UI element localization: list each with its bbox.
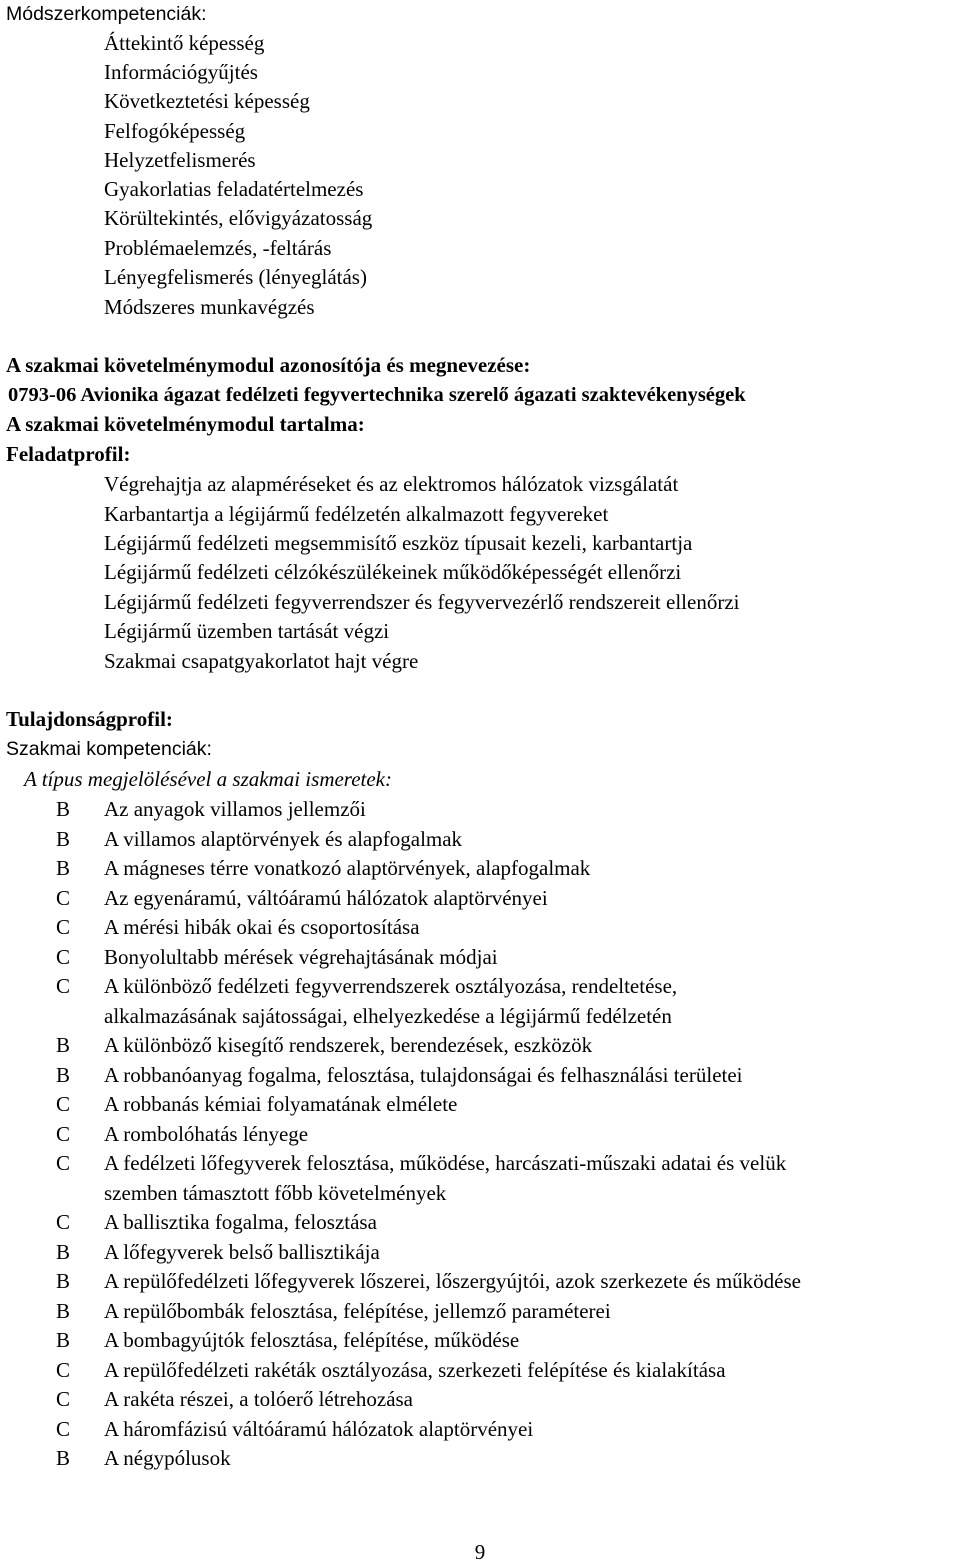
knowledge-text: Az egyenáramú, váltóáramú hálózatok alaptörvényei [104,886,548,910]
knowledge-level: B [56,1446,71,1470]
knowledge-item [0,943,960,972]
knowledge-level: B [56,1033,71,1057]
professional-competencies-subtitle: Szakmai kompetenciák: [6,738,212,760]
method-competencies-title: Módszerkompetenciák: [6,3,207,25]
task-profile-title: Feladatprofil: [6,442,131,466]
knowledge-item [0,1031,960,1060]
knowledge-item [0,1297,960,1326]
knowledge-item [0,913,960,942]
knowledge-level: B [56,797,71,821]
property-profile-title: Tulajdonságprofil: [6,707,173,731]
knowledge-text: A háromfázisú váltóáramú hálózatok alaptörvényei [104,1417,534,1441]
knowledge-item [0,1385,960,1414]
knowledge-item [0,795,960,824]
knowledge-level: B [56,856,71,880]
knowledge-item [0,1326,960,1355]
knowledge-item [0,884,960,913]
knowledge-level: C [56,945,71,969]
task-item: Karbantartja a légijármű fedélzetén alkalmazott fegyvereket [104,502,609,526]
knowledge-item [0,1208,960,1237]
task-item: Végrehajtja az alapméréseket és az elektromos hálózatok vizsgálatát [104,472,679,496]
knowledge-level: C [56,1122,71,1146]
knowledge-item [0,972,960,1001]
knowledge-level: B [56,1269,71,1293]
knowledge-level: C [56,1151,71,1175]
task-item: Légijármű üzemben tartását végzi [104,619,390,643]
method-item: Problémaelemzés, -feltárás [104,236,332,260]
knowledge-level: B [56,827,71,851]
knowledge-level: C [56,1358,71,1382]
knowledge-text-continued: szemben támasztott főbb követelmények [104,1181,447,1205]
knowledge-item [0,1356,960,1385]
knowledge-item [0,1267,960,1296]
knowledge-text: A repülőbombák felosztása, felépítése, jellemző paraméterei [104,1299,611,1323]
knowledge-item [0,1444,960,1473]
knowledge-text: A robbanóanyag fogalma, felosztása, tulajdonságai és felhasználási területei [104,1063,743,1087]
knowledge-text: A robbanás kémiai folyamatának elmélete [104,1092,458,1116]
knowledge-level: B [56,1299,71,1323]
method-item: Áttekintő képesség [104,31,265,55]
knowledge-text: A fedélzeti lőfegyverek felosztása, működése, harcászati-műszaki adatai és velük [104,1151,787,1175]
knowledge-level: B [56,1328,71,1352]
knowledge-text-continued: alkalmazásának sajátosságai, elhelyezkedése a légijármű fedélzetén [104,1004,672,1028]
knowledge-text: A bombagyújtók felosztása, felépítése, működése [104,1328,520,1352]
knowledge-text: A rombolóhatás lényege [104,1122,309,1146]
knowledge-text: A négypólusok [104,1446,231,1470]
knowledge-text: A mérési hibák okai és csoportosítása [104,915,420,939]
knowledge-level: B [56,1063,71,1087]
task-item: Légijármű fedélzeti célzókészülékeinek működőképességét ellenőrzi [104,560,682,584]
knowledge-level: C [56,1092,71,1116]
module-content-heading: A szakmai követelménymodul tartalma: [6,412,365,436]
method-item: Helyzetfelismerés [104,148,256,172]
knowledge-level: B [56,1240,71,1264]
task-item: Légijármű fedélzeti megsemmisítő eszköz típusait kezeli, karbantartja [104,531,693,555]
knowledge-level: C [56,1210,71,1234]
knowledge-heading: A típus megjelölésével a szakmai ismeretek: [24,767,392,791]
knowledge-text: A repülőfedélzeti rakéták osztályozása, szerkezeti felépítése és kialakítása [104,1358,726,1382]
knowledge-text: A lőfegyverek belső ballisztikája [104,1240,380,1264]
method-item: Felfogóképesség [104,119,246,143]
knowledge-text: A villamos alaptörvények és alapfogalmak [104,827,463,851]
knowledge-level: C [56,915,71,939]
method-item: Lényegfelismerés (lényeglátás) [104,265,367,289]
knowledge-text: A repülőfedélzeti lőfegyverek lőszerei, lőszergyújtói, azok szerkezete és működése [104,1269,801,1293]
knowledge-text: A mágneses térre vonatkozó alaptörvények, alapfogalmak [104,856,591,880]
knowledge-item [0,1149,960,1178]
module-id-heading: A szakmai követelménymodul azonosítója és megnevezése: [6,353,531,377]
knowledge-item [0,854,960,883]
knowledge-item [0,1238,960,1267]
method-item: Információgyűjtés [104,60,258,84]
knowledge-level: C [56,1387,71,1411]
task-item: Légijármű fedélzeti fegyverrendszer és fegyvervezérlő rendszereit ellenőrzi [104,590,740,614]
knowledge-text: A különböző kisegítő rendszerek, berendezések, eszközök [104,1033,593,1057]
knowledge-item [0,1120,960,1149]
module-id-value: 0793-06 Avionika ágazat fedélzeti fegyvertechnika szerelő ágazati szaktevékenységek [8,384,746,406]
knowledge-level: C [56,974,71,998]
task-item: Szakmai csapatgyakorlatot hajt végre [104,649,419,673]
knowledge-text: A rakéta részei, a tolóerő létrehozása [104,1387,414,1411]
knowledge-item [0,1090,960,1119]
knowledge-text: Bonyolultabb mérések végrehajtásának módjai [104,945,498,969]
knowledge-item [0,1061,960,1090]
page-number: 9 [474,1540,486,1564]
method-item: Gyakorlatias feladatértelmezés [104,177,364,201]
knowledge-level: C [56,886,71,910]
knowledge-item [0,1415,960,1444]
knowledge-text: Az anyagok villamos jellemzői [104,797,366,821]
knowledge-level: C [56,1417,71,1441]
method-item: Módszeres munkavégzés [104,295,315,319]
knowledge-text: A különböző fedélzeti fegyverrendszerek osztályozása, rendeltetése, [104,974,678,998]
method-item: Körültekintés, elővigyázatosság [104,206,373,230]
knowledge-item [0,825,960,854]
knowledge-text: A ballisztika fogalma, felosztása [104,1210,377,1234]
method-item: Következtetési képesség [104,89,310,113]
